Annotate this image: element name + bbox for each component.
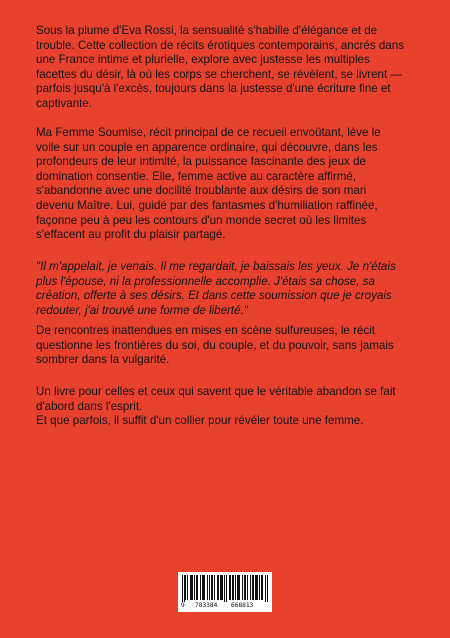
barcode-bar — [190, 575, 191, 600]
barcode-bar — [218, 575, 219, 600]
barcode-bar — [239, 575, 240, 600]
barcode-bar — [265, 575, 266, 602]
text-line: Ma Femme Soumise, récit principal de ce recueil envoûtant, lève le — [36, 126, 381, 139]
barcode-bar — [244, 575, 245, 600]
barcode-bar — [230, 575, 231, 600]
text-line: sombrer dans la vulgarité. — [36, 353, 170, 367]
text-line: trouble. Cette collection de récits érotiques contemporains, ancrés dans — [36, 38, 404, 52]
barcode-bar — [257, 575, 258, 600]
barcode-digits-group-2: 668813 — [231, 602, 254, 609]
barcode-bar — [197, 575, 198, 600]
barcode-bar — [242, 575, 243, 600]
paragraph-quote — [36, 260, 396, 318]
barcode-bar — [187, 575, 188, 600]
barcode-digits-group-1: 783384 — [195, 602, 218, 609]
barcode-bar — [192, 575, 193, 600]
text-line: voile sur un couple en apparence ordinaire, qui découvre, dans les — [36, 140, 378, 154]
text-line: s'effacent au profit du plaisir partagé. — [36, 228, 226, 242]
barcode-bar — [256, 575, 257, 600]
text-line: Et que parfois, il suffit d'un collier pour révéler toute une femme. — [36, 414, 364, 428]
text-line: profondeurs de leur intimité, la puissance fascinante des jeux de — [36, 155, 366, 169]
barcode-bar — [233, 575, 234, 600]
barcode-bar — [207, 575, 208, 600]
text-line: captivante. — [36, 96, 93, 110]
text-line: plus l'épouse, ni la professionnelle accomplie. J'étais sa chose, sa — [36, 274, 375, 288]
text-line: domination consentie. Elle, femme active au caractère affirmé, — [36, 169, 357, 183]
barcode-bar — [220, 575, 221, 600]
barcode-bar — [247, 575, 248, 600]
barcode-bar — [252, 575, 253, 600]
barcode-bar — [226, 575, 227, 602]
barcode-bar — [211, 575, 212, 600]
text-line: parfois jusqu'à l'excès, toujours dans la justesse d'une écriture fine et — [36, 82, 391, 96]
barcode-bar — [200, 575, 201, 600]
barcode-bar — [262, 575, 263, 600]
barcode-bar — [194, 575, 195, 600]
barcode-bar — [261, 575, 262, 600]
text-line: redouter, j'ai trouvé une forme de liberté." — [36, 303, 248, 317]
barcode-bars — [178, 572, 272, 602]
barcode-bar — [209, 575, 210, 600]
paragraph-intro — [36, 24, 404, 112]
barcode-bar — [255, 575, 256, 600]
text-line: facettes du désir, là où les corps se cherchent, se révèlent, se livrent — — [36, 67, 403, 81]
barcode-bar — [185, 575, 186, 600]
text-line: création, offerte à ses désirs. Et dans cette soumission que je croyais — [36, 289, 392, 303]
barcode-bar — [203, 575, 204, 600]
barcode-bar — [237, 575, 238, 600]
text-line: questionne les frontières du soi, du couple, et du pouvoir, sans jamais — [36, 338, 394, 352]
barcode-bar — [259, 575, 260, 600]
barcode-bar — [212, 575, 213, 600]
barcode-bar — [267, 575, 268, 602]
barcode-bar — [182, 575, 183, 602]
barcode-digits — [178, 601, 272, 611]
text-line: De rencontres inattendues en mises en scène sulfureuses, le récit — [36, 324, 375, 337]
barcode-bar — [196, 575, 197, 600]
barcode-bar — [214, 575, 215, 600]
barcode-bar — [204, 575, 205, 600]
text-line: Sous la plume d'Eva Rossi, la sensualité s'habille d'élégance et de — [36, 24, 378, 37]
barcode-bar — [238, 575, 239, 600]
text-line: devenu Maître. Lui, guidé par des fantasmes d'humiliation raffinée, — [36, 198, 378, 212]
text-line: façonne peu à peu les contours d'un monde secret où les limites — [36, 213, 367, 227]
text-line: une France intime et plurielle, explore avec justesse les multiples — [36, 53, 370, 67]
text-line: d'abord dans l'esprit. — [36, 399, 143, 413]
paragraph-closing — [36, 385, 396, 429]
barcode-digit-first: 9 — [181, 602, 185, 609]
text-line: Un livre pour celles et ceux qui savent que le véritable abandon se fait — [36, 385, 396, 398]
barcode-bar — [250, 575, 251, 600]
paragraph-synopsis — [36, 126, 381, 243]
barcode-bar — [224, 575, 225, 602]
barcode-bar — [232, 575, 233, 600]
paragraph-encounters — [36, 324, 394, 368]
barcode-bar — [245, 575, 246, 600]
isbn-barcode — [178, 572, 272, 612]
barcode-bar — [229, 575, 230, 600]
barcode-bar — [191, 575, 192, 600]
barcode-bar — [253, 575, 254, 600]
text-line: "Il m'appelait, je venais. Il me regardait, je baissais les yeux. Je n'étais — [36, 260, 396, 273]
barcode-bar — [184, 575, 185, 602]
barcode-bar — [202, 575, 203, 600]
barcode-bar — [217, 575, 218, 600]
barcode-bar — [222, 575, 223, 600]
text-line: s'abandonne avec une docilité troublante aux désirs de son mari — [36, 184, 367, 198]
barcode-bar — [221, 575, 222, 600]
barcode-bar — [235, 575, 236, 600]
